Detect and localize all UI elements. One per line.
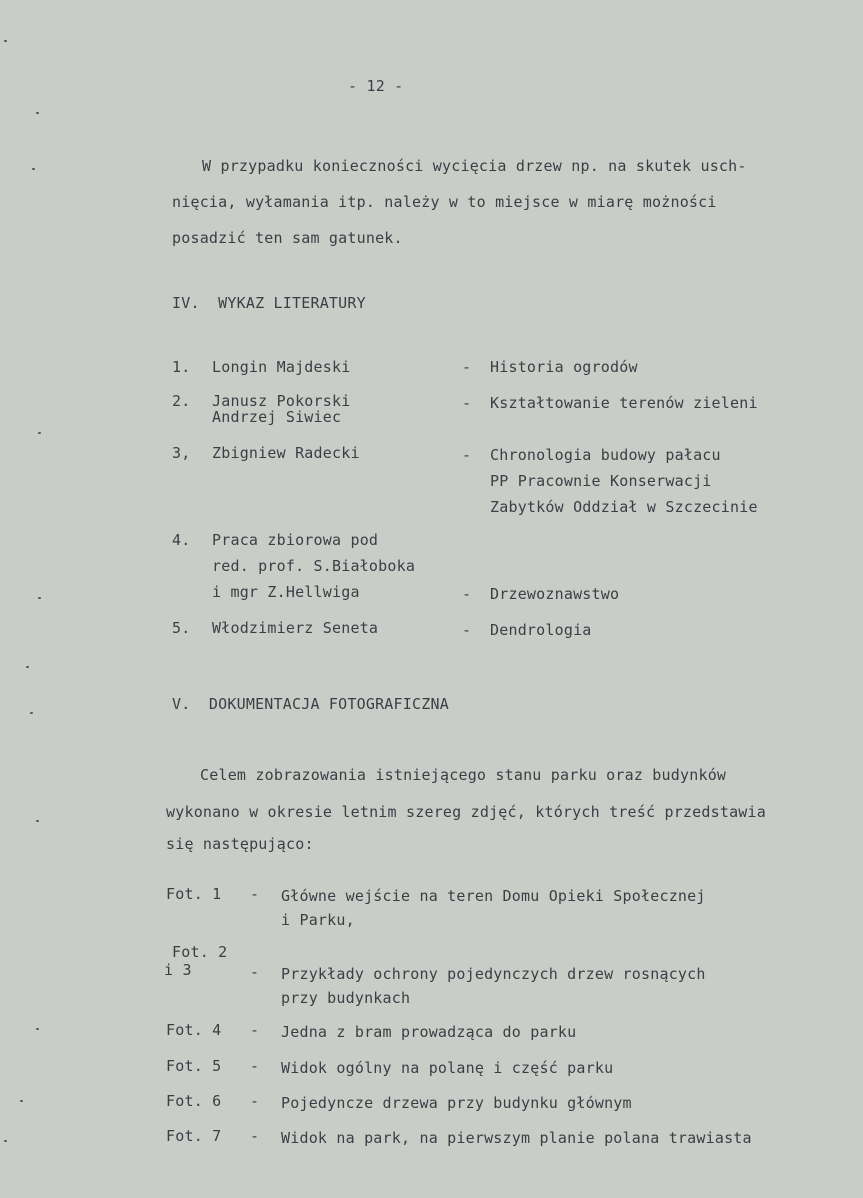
- photo-dash: -: [250, 885, 260, 903]
- item-dash: -: [462, 621, 472, 639]
- photo-label: Fot. 4: [166, 1021, 222, 1039]
- item-author: red. prof. S.Białoboka: [212, 557, 416, 575]
- scan-speck: [20, 1100, 23, 1102]
- section-iv-heading: IV. WYKAZ LITERATURY: [172, 294, 366, 312]
- item-author: Zbigniew Radecki: [212, 444, 360, 462]
- item-dash: -: [462, 394, 472, 412]
- photo-dash: -: [250, 1057, 260, 1075]
- photo-label: Fot. 5: [166, 1057, 222, 1075]
- photo-label: Fot. 7: [166, 1127, 222, 1145]
- photo-dash: -: [250, 1127, 260, 1145]
- photo-dash: -: [250, 963, 260, 981]
- section-v-paragraph-line-3: się następująco:: [166, 835, 314, 853]
- photo-label: Fot. 1: [166, 885, 222, 903]
- item-author: Włodzimierz Seneta: [212, 619, 379, 637]
- item-number: 2.: [172, 392, 191, 410]
- item-title: Chronologia budowy pałacu: [490, 446, 721, 464]
- photo-text: i Parku,: [281, 911, 355, 929]
- scan-speck: [36, 112, 39, 114]
- item-dash: -: [462, 358, 472, 376]
- section-v-paragraph-line-1: Celem zobrazowania istniejącego stanu parku oraz budynków: [200, 766, 727, 784]
- item-title: Drzewoznawstwo: [490, 585, 620, 603]
- intro-line-1: W przypadku konieczności wycięcia drzew np. na skutek usch-: [202, 157, 747, 175]
- item-title: Dendrologia: [490, 621, 592, 639]
- photo-text: Widok ogólny na polanę i część parku: [281, 1059, 614, 1077]
- item-author: i mgr Z.Hellwiga: [212, 583, 360, 601]
- item-title: Zabytków Oddział w Szczecinie: [490, 498, 758, 516]
- photo-text: Główne wejście na teren Domu Opieki Społecznej: [281, 887, 706, 905]
- item-number: 3,: [172, 444, 191, 462]
- photo-text: Pojedyncze drzewa przy budynku głównym: [281, 1094, 632, 1112]
- item-title: PP Pracownie Konserwacji: [490, 472, 712, 490]
- item-title: Historia ogrodów: [490, 358, 638, 376]
- scan-speck: [36, 1028, 39, 1030]
- scan-speck: [36, 820, 39, 822]
- photo-label: Fot. 2: [172, 943, 228, 961]
- item-number: 5.: [172, 619, 191, 637]
- intro-line-2: nięcia, wyłamania itp. należy w to miejsce w miarę możności: [172, 193, 717, 211]
- item-author: Andrzej Siwiec: [212, 408, 342, 426]
- scan-speck: [26, 666, 29, 668]
- scan-speck: [32, 168, 35, 170]
- item-dash: -: [462, 585, 472, 603]
- scan-speck: [38, 432, 41, 434]
- intro-line-3: posadzić ten sam gatunek.: [172, 229, 403, 247]
- section-v-paragraph-line-2: wykonano w okresie letnim szereg zdjęć, których treść przedstawia: [166, 803, 766, 821]
- photo-dash: -: [250, 1092, 260, 1110]
- item-dash: -: [462, 446, 472, 464]
- item-author: Longin Majdeski: [212, 358, 351, 376]
- section-v-heading: V. DOKUMENTACJA FOTOGRAFICZNA: [172, 695, 449, 713]
- item-number: 4.: [172, 531, 191, 549]
- scan-speck: [38, 597, 41, 599]
- scan-speck: [30, 712, 33, 714]
- item-number: 1.: [172, 358, 191, 376]
- photo-label: i 3: [164, 961, 192, 979]
- photo-text: Widok na park, na pierwszym planie polana trawiasta: [281, 1129, 752, 1147]
- scan-speck: [4, 1140, 7, 1142]
- item-author: Janusz Pokorski: [212, 392, 351, 410]
- item-title: Kształtowanie terenów zieleni: [490, 394, 758, 412]
- photo-dash: -: [250, 1021, 260, 1039]
- photo-text: przy budynkach: [281, 989, 411, 1007]
- photo-label: Fot. 6: [166, 1092, 222, 1110]
- page-number: - 12 -: [348, 77, 404, 95]
- scan-speck: [4, 40, 7, 42]
- photo-text: Jedna z bram prowadząca do parku: [281, 1023, 577, 1041]
- item-author: Praca zbiorowa pod: [212, 531, 379, 549]
- photo-text: Przykłady ochrony pojedynczych drzew rosnących: [281, 965, 706, 983]
